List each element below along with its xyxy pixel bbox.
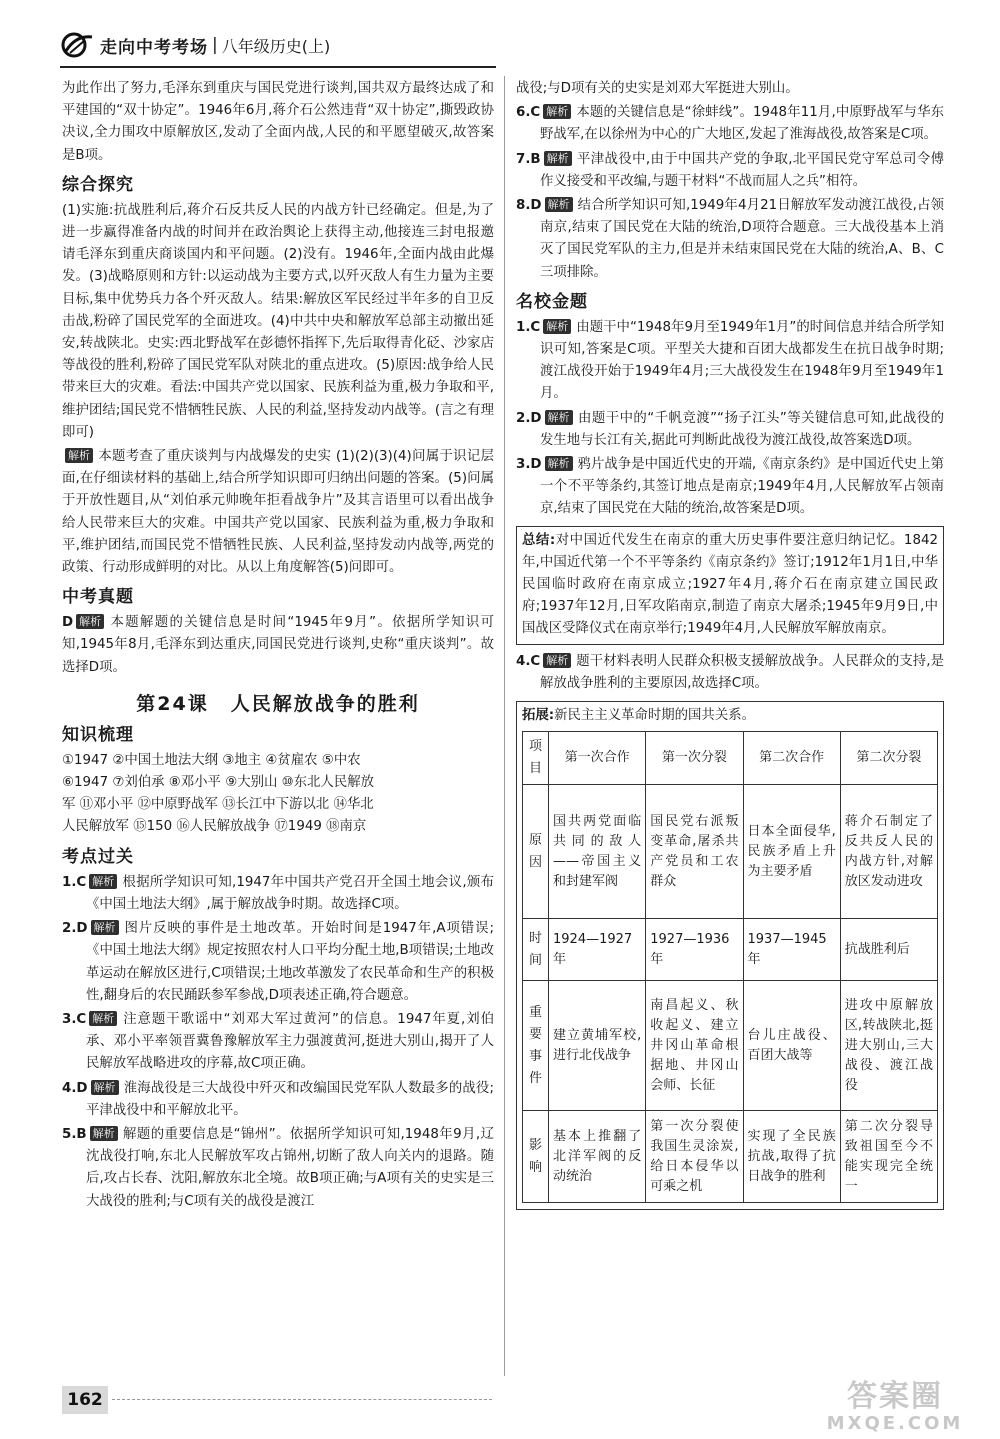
table-cell: 第一次分裂使我国生灵涂炭,给日本侵华以可乘之机 — [646, 1111, 743, 1203]
analysis-tag: 解析 — [545, 456, 573, 471]
question-number: 1.C — [516, 319, 541, 335]
question-text: 由题干中的“千帆竞渡”“扬子江头”等关键信息可知,此战役的发生地与长江有关,据此可判断此战役为渡江战役,故答案选D项。 — [540, 410, 944, 448]
analysis-tag: 解析 — [543, 104, 571, 119]
question-text: 注意题干歌谣中“刘邓大军过黄河”的信息。1947年夏,刘伯承、邓小平率领晋冀鲁豫解放军主力强渡黄河,挺进大别山,揭开了人民解放军战略进攻的序幕,故C项正确。 — [86, 1011, 494, 1072]
question-number: 2.D — [516, 410, 542, 426]
table-cell: 蒋介石制定了反共反人民的内战方针,对解放区发动进攻 — [840, 785, 937, 919]
question-number: 7.B — [516, 151, 541, 167]
row-header: 时间 — [523, 919, 549, 981]
extension-label: 拓展: — [522, 708, 555, 724]
question-number: 5.B — [62, 1126, 87, 1142]
question-item — [516, 651, 944, 695]
kmt-cpc-relations-table — [522, 731, 938, 1203]
question-number: 6.C — [516, 105, 541, 121]
watermark-site: MXQE.COM — [826, 1413, 964, 1434]
question-text: 本题的关键信息是“徐蚌线”。1948年11月,中原野战军与华东野战军,在以徐州为中心的广大地区,发起了淮海战役,故答案是C项。 — [540, 105, 944, 143]
summary-text: 对中国近代发生在南京的重大历史事件要注意归纳记忆。1842年,中国近代第一个不平等条约《南京条约》签订;1912年1月1日,中华民国临时政府在南京成立;1927年4月,蒋介石在南京建立国民政府;1937年12月,日军攻陷南京,制造了南京大屠杀;1945年9月9日,中国战区受降仪式在南京举行;1949年4月,人民解放军解放南京。 — [522, 532, 939, 637]
table-cell: 南昌起义、秋收起义、建立井冈山革命根据地、井冈山会师、长征 — [646, 981, 743, 1111]
table-header: 第二次合作 — [743, 732, 840, 785]
question-number: 8.D — [516, 198, 542, 214]
answer-letter: D — [62, 615, 74, 631]
section-title-comprehensive: 综合探究 — [62, 174, 134, 195]
analysis-tag: 解析 — [544, 151, 572, 166]
footer-rule — [112, 1399, 492, 1400]
summary-box — [516, 526, 944, 645]
question-item — [516, 408, 944, 452]
answer-line: ⑥1947 ⑦刘伯承 ⑧邓小平 ⑨大别山 ⑩东北人民解放 — [62, 775, 374, 791]
analysis-tag: 解析 — [89, 874, 117, 889]
table-row — [523, 1111, 938, 1203]
question-item — [516, 317, 944, 406]
table-header-row — [523, 732, 938, 785]
comprehensive-answer: (1)实施:抗战胜利后,蒋介石反共反人民的内战方针已经确定。但是,为了进一步赢得准备内战的时间并在政治舆论上获得主动,他接连三封电报邀请毛泽东到重庆商谈国内和平问题。(2)没有。1946年,全面内战由此爆发。(3)战略原则和方针:以运动战为主要方式,以歼灭敌人有生力量为主要目标,集中优势兵力各个歼灭敌人。结果:解放区军民经过半年多的自卫反击战,粉碎了国民党军的全面进攻。(4)中共中央和解放军总部主动撤出延安,转战陕北。史实:西北野战军在彭德怀指挥下,先后取得青化砭、沙家店等战役的胜利,粉碎了国民党军队对陕北的重点进攻。(5)原因:战争给人民带来巨大的灾难。看法:中国共产党以国家、民族利益为重,极力争取和平,维护团结;国民党不惜牺牲民族、人民的利益,坚持发动内战等。(言之有理即可) — [62, 202, 494, 440]
answer-line: ①1947 ②中国土地法大纲 ③地主 ④贫雇农 ⑤中农 — [62, 752, 361, 768]
table-cell: 1924—1927年 — [549, 919, 646, 981]
question-item — [62, 1078, 494, 1122]
table-header: 第一次合作 — [549, 732, 646, 785]
column-divider — [504, 76, 505, 1376]
analysis-tag: 解析 — [91, 920, 119, 935]
analysis-tag: 解析 — [90, 1126, 118, 1141]
table-row — [523, 785, 938, 919]
extension-title-text: 新民主主义革命时期的国共关系。 — [554, 708, 755, 724]
analysis-tag: 解析 — [545, 410, 573, 425]
table-header: 第一次分裂 — [646, 732, 743, 785]
question-text: 由题干中“1948年9月至1949年1月”的时间信息并结合所学知识可知,答案是C项。平型关大捷和百团大战都发生在抗日战争时期;渡江战役开始于1949年4月;三大战役发生在1948年9月至1949年1月。 — [540, 319, 944, 402]
table-cell: 国共两党面临共同的敌人——帝国主义和封建军阀 — [549, 785, 646, 919]
question-number: 3.C — [62, 1011, 87, 1027]
analysis-tag: 解析 — [91, 1080, 119, 1095]
analysis-tag: 解析 — [89, 1011, 117, 1026]
left-column — [62, 78, 494, 1215]
table-cell: 第二次分裂导致祖国至今不能实现完全统一 — [840, 1111, 937, 1203]
watermark-text: 答案圈 — [847, 1379, 943, 1414]
table-cell: 基本上推翻了北洋军阀的反动统治 — [549, 1111, 646, 1203]
question-item — [62, 1009, 494, 1076]
analysis-tag: 解析 — [543, 319, 571, 334]
analysis-text: 本题考查了重庆谈判与内战爆发的史实 (1)(2)(3)(4)问属于识记层面,在仔细读材料的基础上,结合所学知识即可归纳出问题的答案。(5)问属于开放性题目,从“刘伯承元帅晚年拒看战争片”及其言语里可以看出战争给人民带来巨大的灾难。中国共产党以国家、民族利益为重,极力争取和平,维护团结,而国民党不惜牺牲民族、人民利益,坚持发动内战等,两党的政策、行动形成鲜明的对比。从以上角度解答(5)问即可。 — [62, 449, 494, 576]
intro-paragraph: 为此作出了努力,毛泽东到重庆与国民党进行谈判,国共双方最终达成了和平建国的“双十协定”。1946年6月,蒋介石公然违背“双十协定”,撕毁政协决议,全力围攻中原解放区,发动了全面内战,人民的和平愿望破灭,故答案是B项。 — [62, 81, 494, 163]
analysis-tag: 解析 — [65, 448, 93, 463]
row-header: 原因 — [523, 785, 549, 919]
lesson-title: 人民解放战争的胜利 — [230, 692, 420, 715]
book-subtitle: 八年级历史(上) — [221, 36, 331, 56]
question-item — [62, 1124, 494, 1213]
lesson-number: 第24课 — [136, 692, 209, 715]
answer-line: 军 ⑪邓小平 ⑫中原野战军 ⑬长江中下游以北 ⑭华北 — [62, 797, 374, 813]
analysis-text: 本题解题的关键信息是时间“1945年9月”。依据所学知识可知,1945年8月,毛泽东到达重庆,同国民党进行谈判,史称“重庆谈判”。故选择D项。 — [62, 615, 494, 675]
question-item — [516, 454, 944, 521]
table-corner: 项目 — [523, 732, 549, 785]
header-rule — [60, 66, 496, 68]
question-text: 淮海战役是三大战役中歼灭和改编国民党军队人数最多的战役;平津战役中和平解放北平。 — [86, 1080, 494, 1118]
book-logo-icon — [60, 31, 94, 59]
question-text: 题干材料表明人民群众积极支援解放战争。人民群众的支持,是解放战争胜利的主要原因,故选择C项。 — [540, 653, 944, 691]
table-cell: 进攻中原解放区,转战陕北,挺进大别山,三大战役、渡江战役 — [840, 981, 937, 1111]
table-cell: 实现了全民族抗战,取得了抗日战争的胜利 — [743, 1111, 840, 1203]
table-row — [523, 919, 938, 981]
table-row — [523, 981, 938, 1111]
question-item — [62, 872, 494, 916]
row-header: 重要事件 — [523, 981, 549, 1111]
analysis-tag: 解析 — [545, 197, 573, 212]
question-text: 解题的重要信息是“锦州”。依据所学知识可知,1948年9月,辽沈战役打响,东北人民解放军攻占锦州,切断了敌人向关内的退路。随后,攻占长春、沈阳,解放东北全境。故B项正确;与A项有关的史实是三大战役的胜利;与C项有关的战役是渡江 — [86, 1126, 494, 1209]
table-cell: 日本全面侵华,民族矛盾上升为主要矛盾 — [743, 785, 840, 919]
summary-label: 总结: — [522, 532, 556, 548]
page-header — [60, 30, 330, 60]
section-title-exam: 中考真题 — [62, 587, 134, 608]
table-cell: 1927—1936年 — [646, 919, 743, 981]
extension-box — [516, 701, 944, 1210]
page-number: 162 — [62, 1386, 108, 1414]
question-item — [516, 149, 944, 193]
question-text: 图片反映的事件是土地改革。开始时间是1947年,A项错误;《中国土地法大纲》规定按照农村人口平均分配土地,B项错误;土地改革运动在解放区进行,C项错误;土地改革激发了农民革命和生产的积极性,翻身后的农民踊跃参军参战,D项表述正确,符合题意。 — [86, 921, 494, 1003]
knowledge-answers — [62, 750, 494, 839]
question-number: 3.D — [516, 457, 542, 473]
header-separator: | — [212, 35, 218, 55]
analysis-tag: 解析 — [76, 614, 104, 629]
table-cell: 台儿庄战役、百团大战等 — [743, 981, 840, 1111]
table-cell: 1937—1945年 — [743, 919, 840, 981]
question-text: 平津战役中,由于中国共产党的争取,北平国民党守军总司令傅作义接受和平改编,与题干材料“不战而屈人之兵”相符。 — [540, 151, 944, 189]
right-column — [516, 78, 944, 1210]
question-item — [62, 918, 494, 1007]
analysis-tag: 解析 — [543, 653, 571, 668]
section-title-checkpoint: 考点过关 — [62, 846, 134, 867]
section-title-selected: 名校金题 — [516, 291, 588, 312]
continued-text: 战役;与D项有关的史实是刘邓大军挺进大别山。 — [516, 81, 799, 96]
brand-title: 走向中考考场 — [100, 37, 208, 58]
question-number: 1.C — [62, 874, 87, 890]
question-number: 2.D — [62, 921, 88, 937]
table-cell: 国民党右派叛变革命,屠杀共产党员和工农群众 — [646, 785, 743, 919]
exam-answer — [62, 612, 494, 679]
question-number: 4.D — [62, 1080, 88, 1096]
site-watermark — [800, 1380, 990, 1434]
question-item — [516, 102, 944, 146]
question-item — [516, 195, 944, 284]
question-text: 结合所学知识可知,1949年4月21日解放军发动渡江战役,占领南京,结束了国民党在大陆的统治,D项符合题意。三大战役基本上消灭了国民党军队的主力,但是并未结束国民党在大陆的统治,A、B、C三项排除。 — [540, 198, 944, 280]
lesson-heading — [62, 691, 494, 717]
answer-line: 人民解放军 ⑮150 ⑯人民解放战争 ⑰1949 ⑱南京 — [62, 819, 367, 835]
extension-title — [522, 705, 938, 727]
row-header: 影响 — [523, 1111, 549, 1203]
question-text: 鸦片战争是中国近代史的开端,《南京条约》是中国近代史上第一个不平等条约,其签订地点是南京;1949年4月,人民解放军占领南京,结束了国民党在大陆的统治,故答案是D项。 — [540, 457, 944, 517]
question-text: 根据所学知识可知,1947年中国共产党召开全国土地会议,颁布《中国土地法大纲》,属于解放战争时期。故选择C项。 — [86, 874, 494, 912]
question-number: 4.C — [516, 653, 541, 669]
comprehensive-analysis — [62, 446, 494, 579]
table-cell: 建立黄埔军校,进行北伐战争 — [549, 981, 646, 1111]
table-header: 第二次分裂 — [840, 732, 937, 785]
section-title-knowledge: 知识梳理 — [62, 724, 134, 745]
table-cell: 抗战胜利后 — [840, 919, 937, 981]
